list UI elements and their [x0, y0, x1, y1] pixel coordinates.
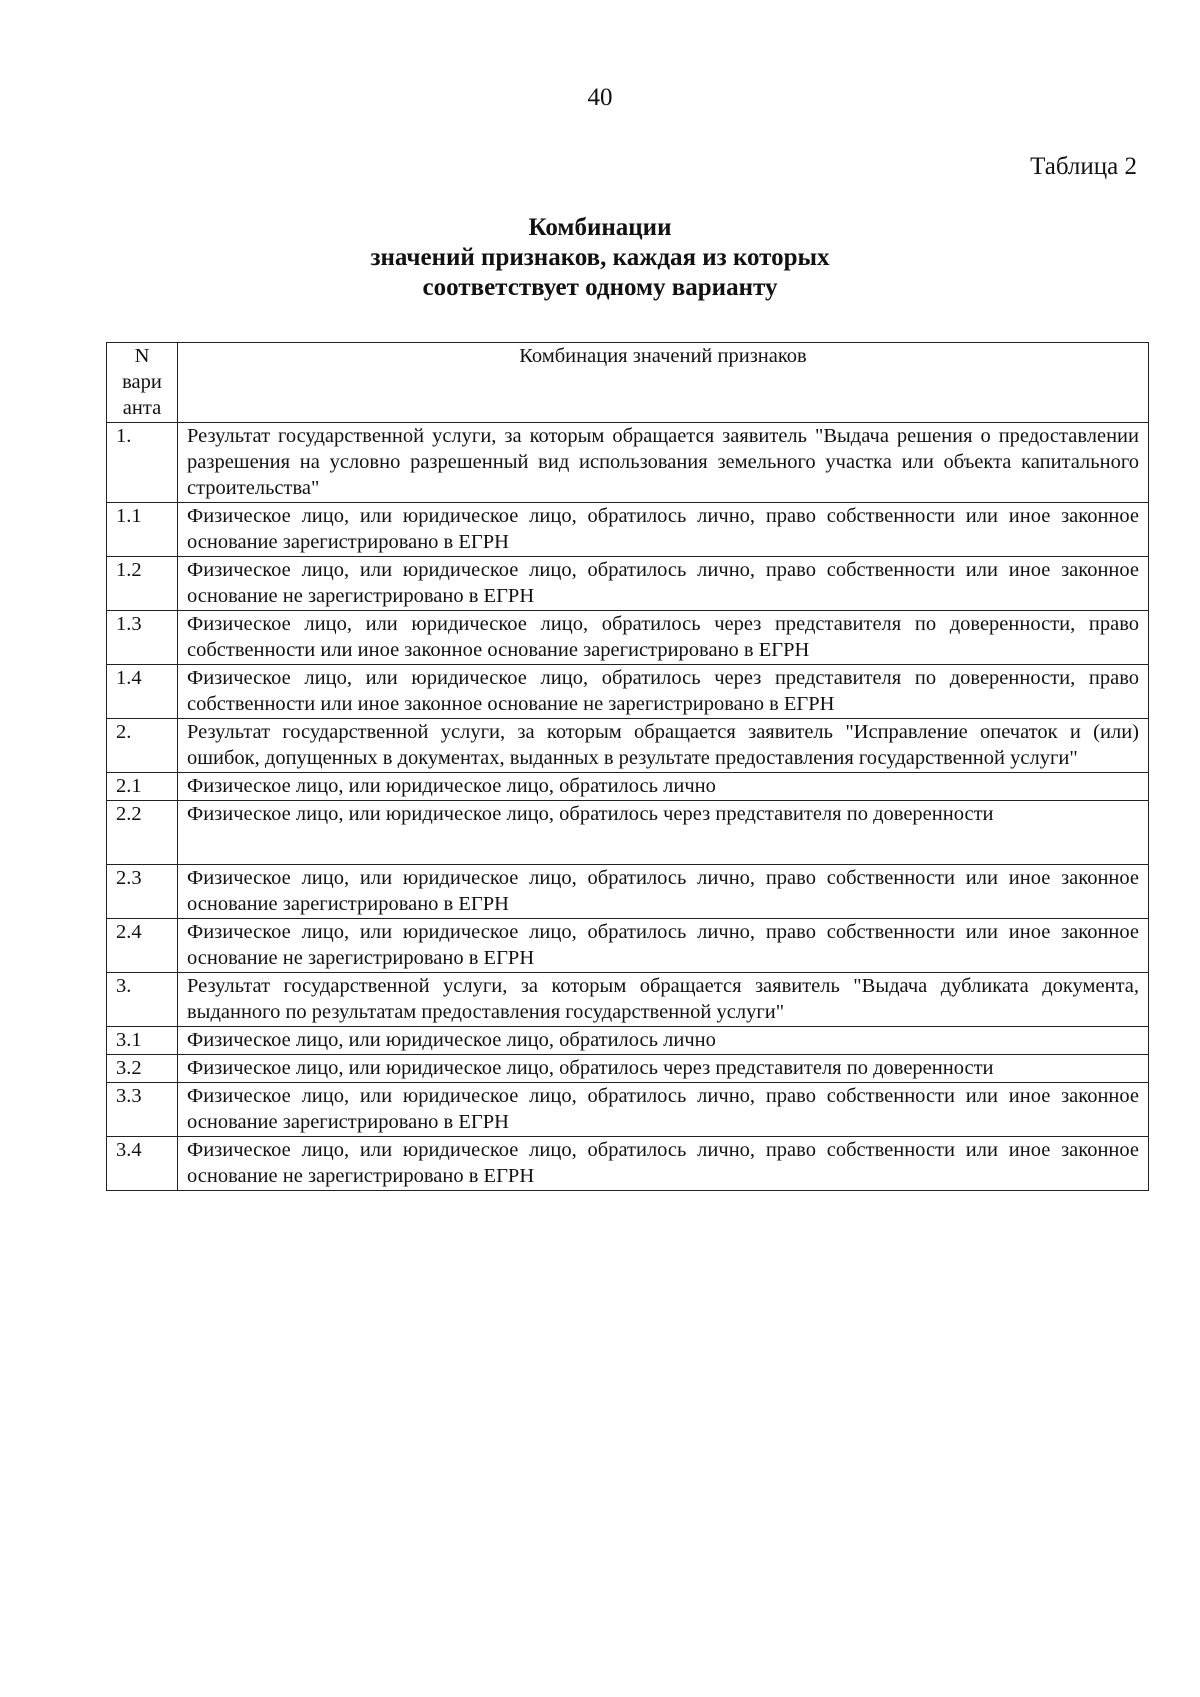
header-combination: Комбинация значений признаков	[178, 343, 1149, 423]
variant-combination: Физическое лицо, или юридическое лицо, обратилось лично	[178, 773, 1149, 801]
variant-combination: Физическое лицо, или юридическое лицо, обратилось лично	[178, 1027, 1149, 1055]
variant-number: 3.1	[107, 1027, 178, 1055]
variant-combination: Физическое лицо, или юридическое лицо, обратилось лично, право собственности или иное законное основание зарегистрировано в ЕГРН	[178, 1083, 1149, 1137]
variant-combination: Физическое лицо, или юридическое лицо, обратилось через представителя по доверенности, право собственности или иное законное основание зарегистрировано в ЕГРН	[178, 611, 1149, 665]
variant-number: 2.4	[107, 919, 178, 973]
header-variant-number-line: анта	[122, 397, 162, 419]
variant-number: 3.2	[107, 1055, 178, 1083]
variant-combination: Результат государственной услуги, за которым обращается заявитель "Выдача решения о предоставлении разрешения на условно разрешенный вид использования земельного участка или объекта капитального строительства"	[178, 423, 1149, 503]
variant-number: 3.4	[107, 1137, 178, 1191]
variant-combination: Результат государственной услуги, за которым обращается заявитель "Выдача дубликата документа, выданного по результатам предоставления государственной услуги"	[178, 973, 1149, 1027]
heading-line-3: соответствует одному варианту	[422, 274, 778, 301]
variant-combination: Физическое лицо, или юридическое лицо, обратилось лично, право собственности или иное законное основание зарегистрировано в ЕГРН	[178, 865, 1149, 919]
heading-line-1: Комбинации	[528, 214, 672, 241]
variant-combination: Результат государственной услуги, за которым обращается заявитель "Исправление опечаток и (или) ошибок, допущенных в документах, выданных в результате предоставления государственной услуги"	[178, 719, 1149, 773]
table-row	[107, 1055, 1149, 1083]
header-variant-number	[107, 343, 178, 423]
table-row	[107, 423, 1149, 503]
table-row	[107, 773, 1149, 801]
table-header-row	[107, 343, 1149, 423]
variant-number: 2.3	[107, 865, 178, 919]
table-row	[107, 503, 1149, 557]
variant-combination: Физическое лицо, или юридическое лицо, обратилось через представителя по доверенности	[178, 801, 1149, 865]
table-row	[107, 1083, 1149, 1137]
table-row	[107, 665, 1149, 719]
variant-number: 3.3	[107, 1083, 178, 1137]
table-row	[107, 611, 1149, 665]
variant-combination: Физическое лицо, или юридическое лицо, обратилось лично, право собственности или иное законное основание зарегистрировано в ЕГРН	[178, 503, 1149, 557]
table-row	[107, 865, 1149, 919]
table-row	[107, 1137, 1149, 1191]
table-row	[107, 973, 1149, 1027]
combinations-table	[106, 342, 1149, 1191]
table-row	[107, 919, 1149, 973]
variant-combination: Физическое лицо, или юридическое лицо, обратилось лично, право собственности или иное законное основание не зарегистрировано в ЕГРН	[178, 557, 1149, 611]
variant-number: 1.1	[107, 503, 178, 557]
page-number: 40	[587, 84, 613, 111]
variant-number: 1.4	[107, 665, 178, 719]
table-label: Таблица 2	[1030, 153, 1137, 180]
variant-number: 1.2	[107, 557, 178, 611]
table-row	[107, 1027, 1149, 1055]
header-variant-number-line: вари	[122, 371, 162, 393]
variant-combination: Физическое лицо, или юридическое лицо, обратилось лично, право собственности или иное законное основание не зарегистрировано в ЕГРН	[178, 919, 1149, 973]
variant-number: 3.	[107, 973, 178, 1027]
variant-number: 2.2	[107, 801, 178, 865]
variant-combination: Физическое лицо, или юридическое лицо, обратилось через представителя по доверенности, право собственности или иное законное основание не зарегистрировано в ЕГРН	[178, 665, 1149, 719]
header-variant-number-line: N	[134, 345, 150, 367]
variant-number: 1.3	[107, 611, 178, 665]
variant-combination: Физическое лицо, или юридическое лицо, обратилось через представителя по доверенности	[178, 1055, 1149, 1083]
table-row	[107, 557, 1149, 611]
variant-number: 1.	[107, 423, 178, 503]
variant-number: 2.	[107, 719, 178, 773]
table-heading	[0, 213, 1200, 303]
table-row	[107, 801, 1149, 865]
table-row	[107, 719, 1149, 773]
heading-line-2: значений признаков, каждая из которых	[370, 244, 830, 271]
variant-number: 2.1	[107, 773, 178, 801]
variant-combination: Физическое лицо, или юридическое лицо, обратилось лично, право собственности или иное законное основание не зарегистрировано в ЕГРН	[178, 1137, 1149, 1191]
